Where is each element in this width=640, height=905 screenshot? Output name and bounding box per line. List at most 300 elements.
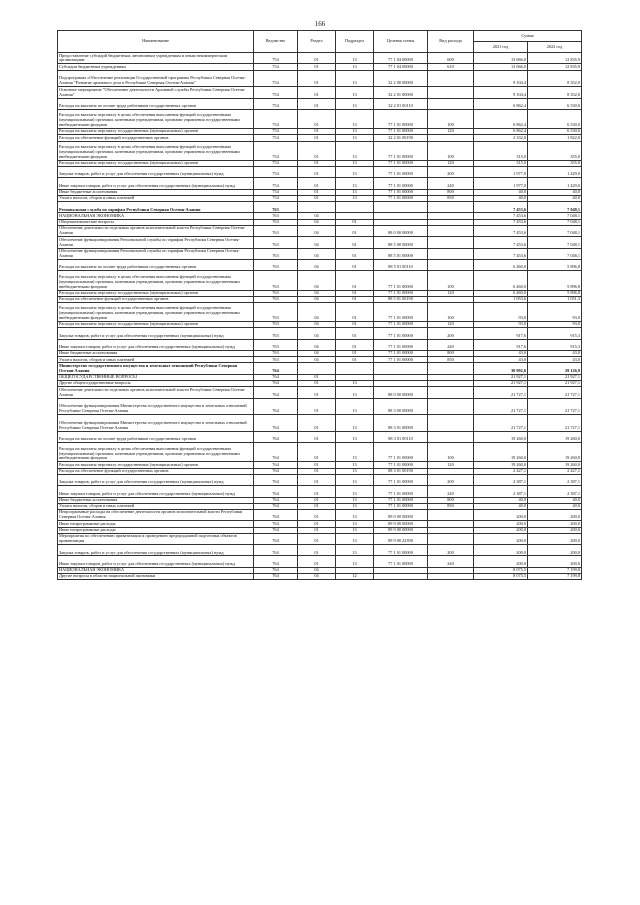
row-target-article: 89 9 00 00000: [374, 521, 428, 527]
row-name: Уплата налогов, сборов и иных платежей: [58, 503, 254, 509]
row-section: [298, 363, 336, 374]
row-sum-2022: 1 429,0: [528, 166, 582, 177]
row-expense-type: 600: [428, 53, 474, 64]
row-department: 763: [254, 290, 298, 296]
row-name: Расходы на выплаты персоналу в целях обеспечения выполнения функций государственными (муниципальными) органами, казенными учреждениями, органами управления государственными внебюджетными фондами: [58, 141, 254, 160]
row-name: Обеспечение функционирования Региональной службы по тарифам Республики Северная Осетия-Алания: [58, 237, 254, 248]
row-subsection: 13: [336, 195, 374, 201]
row-name: Закупка товаров, работ и услуг для обеспечения государственных (муниципальных) нужд: [58, 545, 254, 556]
row-target-article: 77 1 01 00000: [374, 462, 428, 468]
row-section: 01: [298, 53, 336, 64]
row-target-article: 77 1 01 00000: [374, 486, 428, 497]
row-department: 763: [254, 219, 298, 225]
row-department: 754: [254, 64, 298, 70]
row-sum-2022: 21 727,1: [528, 398, 582, 415]
row-name: Расходы на выплаты по оплате труда работников государственных органов: [58, 431, 254, 442]
row-target-article: 77 1 01 00000: [374, 322, 428, 328]
row-subsection: 01: [336, 259, 374, 270]
row-department: 763: [254, 259, 298, 270]
row-name: Обеспечение функционирования Региональной службы по тарифам Республики Северная Осетия-Алания: [58, 248, 254, 259]
table-row: [58, 415, 582, 432]
row-subsection: 01: [336, 271, 374, 290]
row-subsection: 13: [336, 431, 374, 442]
row-department: 764: [254, 527, 298, 533]
row-name: Иные закупки товаров, работ и услуг для обеспечения государственных (муниципальных) нужд: [58, 556, 254, 567]
row-name: Основное мероприятие "Обеспечение деятельности Архивной службы Республики Северная Осетия-Алания": [58, 87, 254, 98]
row-target-article: 89 9 00 22390: [374, 533, 428, 544]
row-section: 01: [298, 521, 336, 527]
row-name: Субсидии бюджетным учреждениям: [58, 64, 254, 70]
row-subsection: 01: [336, 351, 374, 357]
row-section: 01: [298, 64, 336, 70]
row-subsection: 12: [336, 574, 374, 580]
row-target-article: 77 1 01 00000: [374, 290, 428, 296]
row-sum-2022: 200,0: [528, 545, 582, 556]
row-target-article: 77 1 01 00000: [374, 302, 428, 321]
row-section: 04: [298, 328, 336, 339]
row-sum-2021: 40,0: [474, 195, 528, 201]
row-sum-2021: 93,0: [474, 322, 528, 328]
row-section: 04: [298, 237, 336, 248]
row-name: Расходы на выплаты персоналу государственных (муниципальных) органов: [58, 290, 254, 296]
row-sum-2022: 21 727,1: [528, 387, 582, 398]
row-sum-2022: 1 822,0: [528, 135, 582, 141]
row-department: 764: [254, 443, 298, 462]
row-department: 754: [254, 166, 298, 177]
row-target-article: 88 3 01 00190: [374, 468, 428, 474]
row-section: 01: [298, 129, 336, 135]
row-subsection: 13: [336, 497, 374, 503]
row-subsection: 13: [336, 166, 374, 177]
row-section: 01: [298, 497, 336, 503]
row-sum-2022: 40,0: [528, 503, 582, 509]
table-row: [58, 443, 582, 462]
row-name: Обеспечение функционирования Министерства государственного имущества и земельных отношений Республики Северная Осетия-Алания: [58, 398, 254, 415]
row-sum-2022: 5 896,8: [528, 290, 582, 296]
row-sum-2022: 40,0: [528, 189, 582, 195]
row-subsection: 13: [336, 527, 374, 533]
row-department: 763: [254, 328, 298, 339]
row-department: 754: [254, 53, 298, 64]
row-target-article: [374, 574, 428, 580]
row-sum-2021: 43,0: [474, 351, 528, 357]
row-name: НАЦИОНАЛЬНАЯ ЭКОНОМИКА: [58, 567, 254, 573]
row-target-article: 32 2 01 00190: [374, 135, 428, 141]
row-sum-2021: 7 453,6: [474, 237, 528, 248]
table-row: [58, 202, 582, 213]
row-target-article: 89 9 00 00000: [374, 527, 428, 533]
header-year-2021: 2021 год: [474, 42, 528, 53]
row-sum-2021: 30 092,6: [474, 363, 528, 374]
row-expense-type: [428, 202, 474, 213]
row-target-article: 77 1 01 00000: [374, 129, 428, 135]
row-expense-type: 120: [428, 290, 474, 296]
row-target-article: 88 3 01 00110: [374, 431, 428, 442]
row-section: 01: [298, 135, 336, 141]
row-expense-type: [428, 398, 474, 415]
row-subsection: 13: [336, 486, 374, 497]
row-target-article: 32 2 01 00000: [374, 87, 428, 98]
row-section: 01: [298, 70, 336, 87]
row-department: 763: [254, 202, 298, 213]
row-expense-type: [428, 259, 474, 270]
row-section: 01: [298, 398, 336, 415]
row-target-article: 77 1 01 00000: [374, 357, 428, 363]
row-subsection: 13: [336, 556, 374, 567]
row-subsection: 01: [336, 328, 374, 339]
row-name: Иные непрограммные расходы: [58, 521, 254, 527]
row-department: 764: [254, 509, 298, 520]
row-subsection: 13: [336, 129, 374, 135]
table-row: [58, 237, 582, 248]
row-sum-2021: 6 862,4: [474, 129, 528, 135]
row-subsection: 13: [336, 141, 374, 160]
row-sum-2021: 13 666,0: [474, 53, 528, 64]
row-department: 764: [254, 431, 298, 442]
row-sum-2022: 19 260,0: [528, 443, 582, 462]
row-department: 764: [254, 415, 298, 432]
row-expense-type: 240: [428, 178, 474, 189]
row-department: 764: [254, 533, 298, 544]
row-department: 763: [254, 351, 298, 357]
row-target-article: 77 1 01 00000: [374, 503, 428, 509]
row-target-article: 77 1 01 00000: [374, 328, 428, 339]
row-sum-2021: 200,0: [474, 527, 528, 533]
row-department: 764: [254, 474, 298, 485]
row-target-article: 88 0 00 00000: [374, 387, 428, 398]
row-sum-2021: 200,0: [474, 545, 528, 556]
row-expense-type: [428, 98, 474, 109]
row-name: Закупка товаров, работ и услуг для обеспечения государственных (муниципальных) нужд: [58, 328, 254, 339]
row-department: 764: [254, 545, 298, 556]
table-row: [58, 302, 582, 321]
row-section: 01: [298, 160, 336, 166]
row-name: Расходы на выплаты персоналу в целях обеспечения выполнения функций государственными (муниципальными) органами, казенными учреждениями, органами управления государственными внебюджетными фондами: [58, 109, 254, 128]
row-expense-type: 100: [428, 271, 474, 290]
row-target-article: 77 1 01 00000: [374, 497, 428, 503]
row-expense-type: 800: [428, 351, 474, 357]
row-section: 01: [298, 556, 336, 567]
row-name: Уплата налогов, сборов и иных платежей: [58, 357, 254, 363]
row-expense-type: 200: [428, 328, 474, 339]
table-row: [58, 87, 582, 98]
row-expense-type: [428, 70, 474, 87]
table-row: [58, 533, 582, 544]
row-sum-2021: 19 260,0: [474, 431, 528, 442]
row-section: 01: [298, 443, 336, 462]
row-department: 763: [254, 322, 298, 328]
row-target-article: 32 2 01 00110: [374, 98, 428, 109]
row-subsection: 01: [336, 219, 374, 225]
row-name: Расходы на выплаты по оплате труда работников государственных органов: [58, 98, 254, 109]
row-department: 764: [254, 468, 298, 474]
row-sum-2022: 355,0: [528, 160, 582, 166]
row-subsection: 13: [336, 521, 374, 527]
row-department: 763: [254, 213, 298, 219]
row-subsection: 01: [336, 302, 374, 321]
row-department: 764: [254, 381, 298, 387]
row-sum-2022: 7 048,1: [528, 202, 582, 213]
row-sum-2021: 9 104,4: [474, 70, 528, 87]
row-sum-2022: 40,0: [528, 195, 582, 201]
row-section: 04: [298, 567, 336, 573]
row-department: 763: [254, 339, 298, 350]
row-sum-2022: 40,0: [528, 497, 582, 503]
row-target-article: 77 1 01 00000: [374, 271, 428, 290]
row-sum-2021: 1 977,0: [474, 178, 528, 189]
row-department: 764: [254, 567, 298, 573]
row-sum-2022: 200,0: [528, 527, 582, 533]
row-target-article: 88 3 01 00000: [374, 415, 428, 432]
table-row: [58, 509, 582, 520]
row-name: Подпрограмма «Обеспечение реализации Государственной программы Республики Северная Осетия-Алания "Развитие архивного дела в Республике Северная Осетия-Алания": [58, 70, 254, 87]
row-subsection: 13: [336, 443, 374, 462]
table-row: [58, 70, 582, 87]
row-expense-type: [428, 509, 474, 520]
row-sum-2021: 200,0: [474, 509, 528, 520]
row-sum-2022: 5 896,8: [528, 259, 582, 270]
row-sum-2022: 93,0: [528, 302, 582, 321]
row-section: 04: [298, 296, 336, 302]
row-expense-type: [428, 225, 474, 236]
row-sum-2021: 43,0: [474, 357, 528, 363]
row-section: 01: [298, 87, 336, 98]
table-row: [58, 98, 582, 109]
row-name: Министерство государственного имущества и земельных отношений Республики Северная Осетия-Алания: [58, 363, 254, 374]
table-row: [58, 363, 582, 374]
row-sum-2021: 2 387,1: [474, 486, 528, 497]
table-row: [58, 545, 582, 556]
row-subsection: 13: [336, 135, 374, 141]
header-department: Ведомство: [254, 31, 298, 53]
row-name: Расходы на выплаты персоналу государственных (муниципальных) органов: [58, 129, 254, 135]
row-sum-2021: 7 453,6: [474, 225, 528, 236]
row-section: 04: [298, 322, 336, 328]
table-row: [58, 574, 582, 580]
row-department: 754: [254, 70, 298, 87]
table-row: [58, 225, 582, 236]
row-sum-2021: 40,0: [474, 497, 528, 503]
row-name: Расходы на выплаты персоналу государственных (муниципальных) органов: [58, 322, 254, 328]
row-section: [298, 202, 336, 213]
row-sum-2022: 200,0: [528, 556, 582, 567]
row-expense-type: 240: [428, 486, 474, 497]
row-department: 754: [254, 135, 298, 141]
row-sum-2021: 2 427,1: [474, 468, 528, 474]
row-expense-type: 850: [428, 195, 474, 201]
row-subsection: 13: [336, 509, 374, 520]
row-sum-2021: 21 927,1: [474, 381, 528, 387]
row-subsection: 13: [336, 468, 374, 474]
row-sum-2022: 43,0: [528, 357, 582, 363]
row-target-article: 88 5 01 00000: [374, 248, 428, 259]
header-year-2022: 2022 год: [528, 42, 582, 53]
row-target-article: 89 0 00 00000: [374, 509, 428, 520]
table-row: [58, 109, 582, 128]
row-section: 01: [298, 486, 336, 497]
row-target-article: 77 1 01 00000: [374, 443, 428, 462]
row-target-article: 88 0 00 00000: [374, 225, 428, 236]
row-sum-2021: 7 453,6: [474, 202, 528, 213]
row-target-article: 77 1 01 00000: [374, 474, 428, 485]
header-target-article: Целевая статья: [374, 31, 428, 53]
row-section: 01: [298, 189, 336, 195]
row-sum-2022: 7 199,8: [528, 567, 582, 573]
row-sum-2021: 8 075,5: [474, 574, 528, 580]
row-sum-2022: 7 048,1: [528, 225, 582, 236]
table-row: [58, 271, 582, 290]
row-sum-2021: 6 460,0: [474, 271, 528, 290]
row-department: 754: [254, 160, 298, 166]
row-name: Расходы на выплаты персоналу государственных (муниципальных) органов: [58, 160, 254, 166]
row-name: Расходы на выплаты персоналу в целях обеспечения выполнения функций государственными (муниципальными) органами, казенными учреждениями, органами управления государственными внебюджетными фондами: [58, 443, 254, 462]
row-sum-2021: 19 260,0: [474, 462, 528, 468]
row-section: 01: [298, 503, 336, 509]
row-sum-2021: 93,0: [474, 302, 528, 321]
row-sum-2022: 915,3: [528, 339, 582, 350]
row-sum-2021: 9 104,4: [474, 87, 528, 98]
row-target-article: 88 5 00 00000: [374, 237, 428, 248]
row-sum-2022: 2 427,1: [528, 468, 582, 474]
row-section: 01: [298, 468, 336, 474]
row-section: 01: [298, 387, 336, 398]
row-sum-2022: 7 048,1: [528, 248, 582, 259]
row-subsection: 13: [336, 503, 374, 509]
row-subsection: 13: [336, 53, 374, 64]
row-subsection: 13: [336, 189, 374, 195]
row-section: 04: [298, 357, 336, 363]
row-target-article: 77 1 01 00000: [374, 545, 428, 556]
row-section: 01: [298, 178, 336, 189]
row-name: Уплата налогов, сборов и иных платежей: [58, 195, 254, 201]
table-row: [58, 339, 582, 350]
row-sum-2021: 21 727,1: [474, 415, 528, 432]
row-section: 01: [298, 415, 336, 432]
header-subsection: Подраздел: [336, 31, 374, 53]
row-subsection: 13: [336, 545, 374, 556]
header-section: Раздел: [298, 31, 336, 53]
row-department: 763: [254, 296, 298, 302]
row-sum-2022: 6 530,0: [528, 98, 582, 109]
row-target-article: 77 1 01 00000: [374, 351, 428, 357]
row-subsection: 01: [336, 322, 374, 328]
row-subsection: 01: [336, 357, 374, 363]
row-sum-2022: 21 727,1: [528, 415, 582, 432]
row-target-article: 88 3 00 00000: [374, 398, 428, 415]
row-expense-type: 200: [428, 166, 474, 177]
row-section: 01: [298, 462, 336, 468]
row-sum-2021: 21 927,1: [474, 374, 528, 380]
row-sum-2021: 40,0: [474, 503, 528, 509]
row-subsection: 13: [336, 64, 374, 70]
row-department: 754: [254, 189, 298, 195]
row-subsection: [336, 202, 374, 213]
row-sum-2021: 6 862,4: [474, 109, 528, 128]
row-sum-2022: 19 260,0: [528, 462, 582, 468]
row-expense-type: [428, 574, 474, 580]
row-name: Иные закупки товаров, работ и услуг для обеспечения государственных (муниципальных) нужд: [58, 486, 254, 497]
row-expense-type: 100: [428, 443, 474, 462]
row-section: 01: [298, 545, 336, 556]
row-subsection: 13: [336, 462, 374, 468]
row-target-article: 77 1 01 00000: [374, 166, 428, 177]
row-target-article: [374, 363, 428, 374]
row-section: 01: [298, 527, 336, 533]
row-sum-2022: 8 352,0: [528, 87, 582, 98]
row-sum-2022: 19 260,0: [528, 431, 582, 442]
row-sum-2022: 43,0: [528, 351, 582, 357]
row-expense-type: 200: [428, 545, 474, 556]
row-expense-type: 100: [428, 109, 474, 128]
row-section: 01: [298, 141, 336, 160]
table-row: [58, 259, 582, 270]
row-sum-2021: 200,0: [474, 556, 528, 567]
row-subsection: 13: [336, 70, 374, 87]
row-name: НАЦИОНАЛЬНАЯ ЭКОНОМИКА: [58, 213, 254, 219]
row-name: ОБЩЕГОСУДАРСТВЕННЫЕ ВОПРОСЫ: [58, 374, 254, 380]
row-subsection: 13: [336, 98, 374, 109]
row-subsection: 13: [336, 533, 374, 544]
row-expense-type: 240: [428, 339, 474, 350]
row-name: Расходы на выплаты персоналу в целях обеспечения выполнения функций государственными (муниципальными) органами, казенными учреждениями, органами управления государственными внебюджетными фондами: [58, 271, 254, 290]
row-expense-type: 800: [428, 189, 474, 195]
row-sum-2021: 917,6: [474, 339, 528, 350]
row-name: Иные бюджетные ассигнования: [58, 497, 254, 503]
row-department: 763: [254, 248, 298, 259]
row-sum-2022: 2 387,1: [528, 474, 582, 485]
row-subsection: 13: [336, 381, 374, 387]
row-name: Расходы на выплаты персоналу в целях обеспечения выполнения функций государственными (муниципальными) органами, казенными учреждениями, органами управления государственными внебюджетными фондами: [58, 302, 254, 321]
row-department: 764: [254, 387, 298, 398]
row-sum-2021: 2 332,0: [474, 135, 528, 141]
row-name: Закупка товаров, работ и услуг для обеспечения государственных (муниципальных) нужд: [58, 166, 254, 177]
row-sum-2022: 915,3: [528, 328, 582, 339]
row-sum-2021: 917,6: [474, 328, 528, 339]
row-sum-2021: 315,0: [474, 160, 528, 166]
row-department: 763: [254, 302, 298, 321]
row-expense-type: [428, 431, 474, 442]
table-row: [58, 474, 582, 485]
row-section: 01: [298, 109, 336, 128]
row-department: 764: [254, 398, 298, 415]
row-sum-2022: 29 126,9: [528, 363, 582, 374]
row-target-article: 77 1 01 00000: [374, 189, 428, 195]
row-section: 04: [298, 225, 336, 236]
row-name: Закупка товаров, работ и услуг для обеспечения государственных (муниципальных) нужд: [58, 474, 254, 485]
row-section: 01: [298, 474, 336, 485]
row-section: 04: [298, 259, 336, 270]
table-row: [58, 398, 582, 415]
row-expense-type: 610: [428, 64, 474, 70]
row-sum-2021: 7 453,6: [474, 219, 528, 225]
table-row: [58, 486, 582, 497]
row-subsection: 01: [336, 237, 374, 248]
row-sum-2022: 5 896,8: [528, 271, 582, 290]
row-department: 764: [254, 556, 298, 567]
row-sum-2022: 7 048,1: [528, 237, 582, 248]
row-department: 764: [254, 374, 298, 380]
row-section: 01: [298, 533, 336, 544]
row-section: 04: [298, 248, 336, 259]
row-sum-2022: 2 387,1: [528, 486, 582, 497]
row-name: Иные бюджетные ассигнования: [58, 189, 254, 195]
row-sum-2021: 21 727,1: [474, 398, 528, 415]
header-expense-type: Вид расхода: [428, 31, 474, 53]
row-department: 764: [254, 363, 298, 374]
row-expense-type: 800: [428, 497, 474, 503]
row-section: 04: [298, 219, 336, 225]
row-department: 754: [254, 141, 298, 160]
